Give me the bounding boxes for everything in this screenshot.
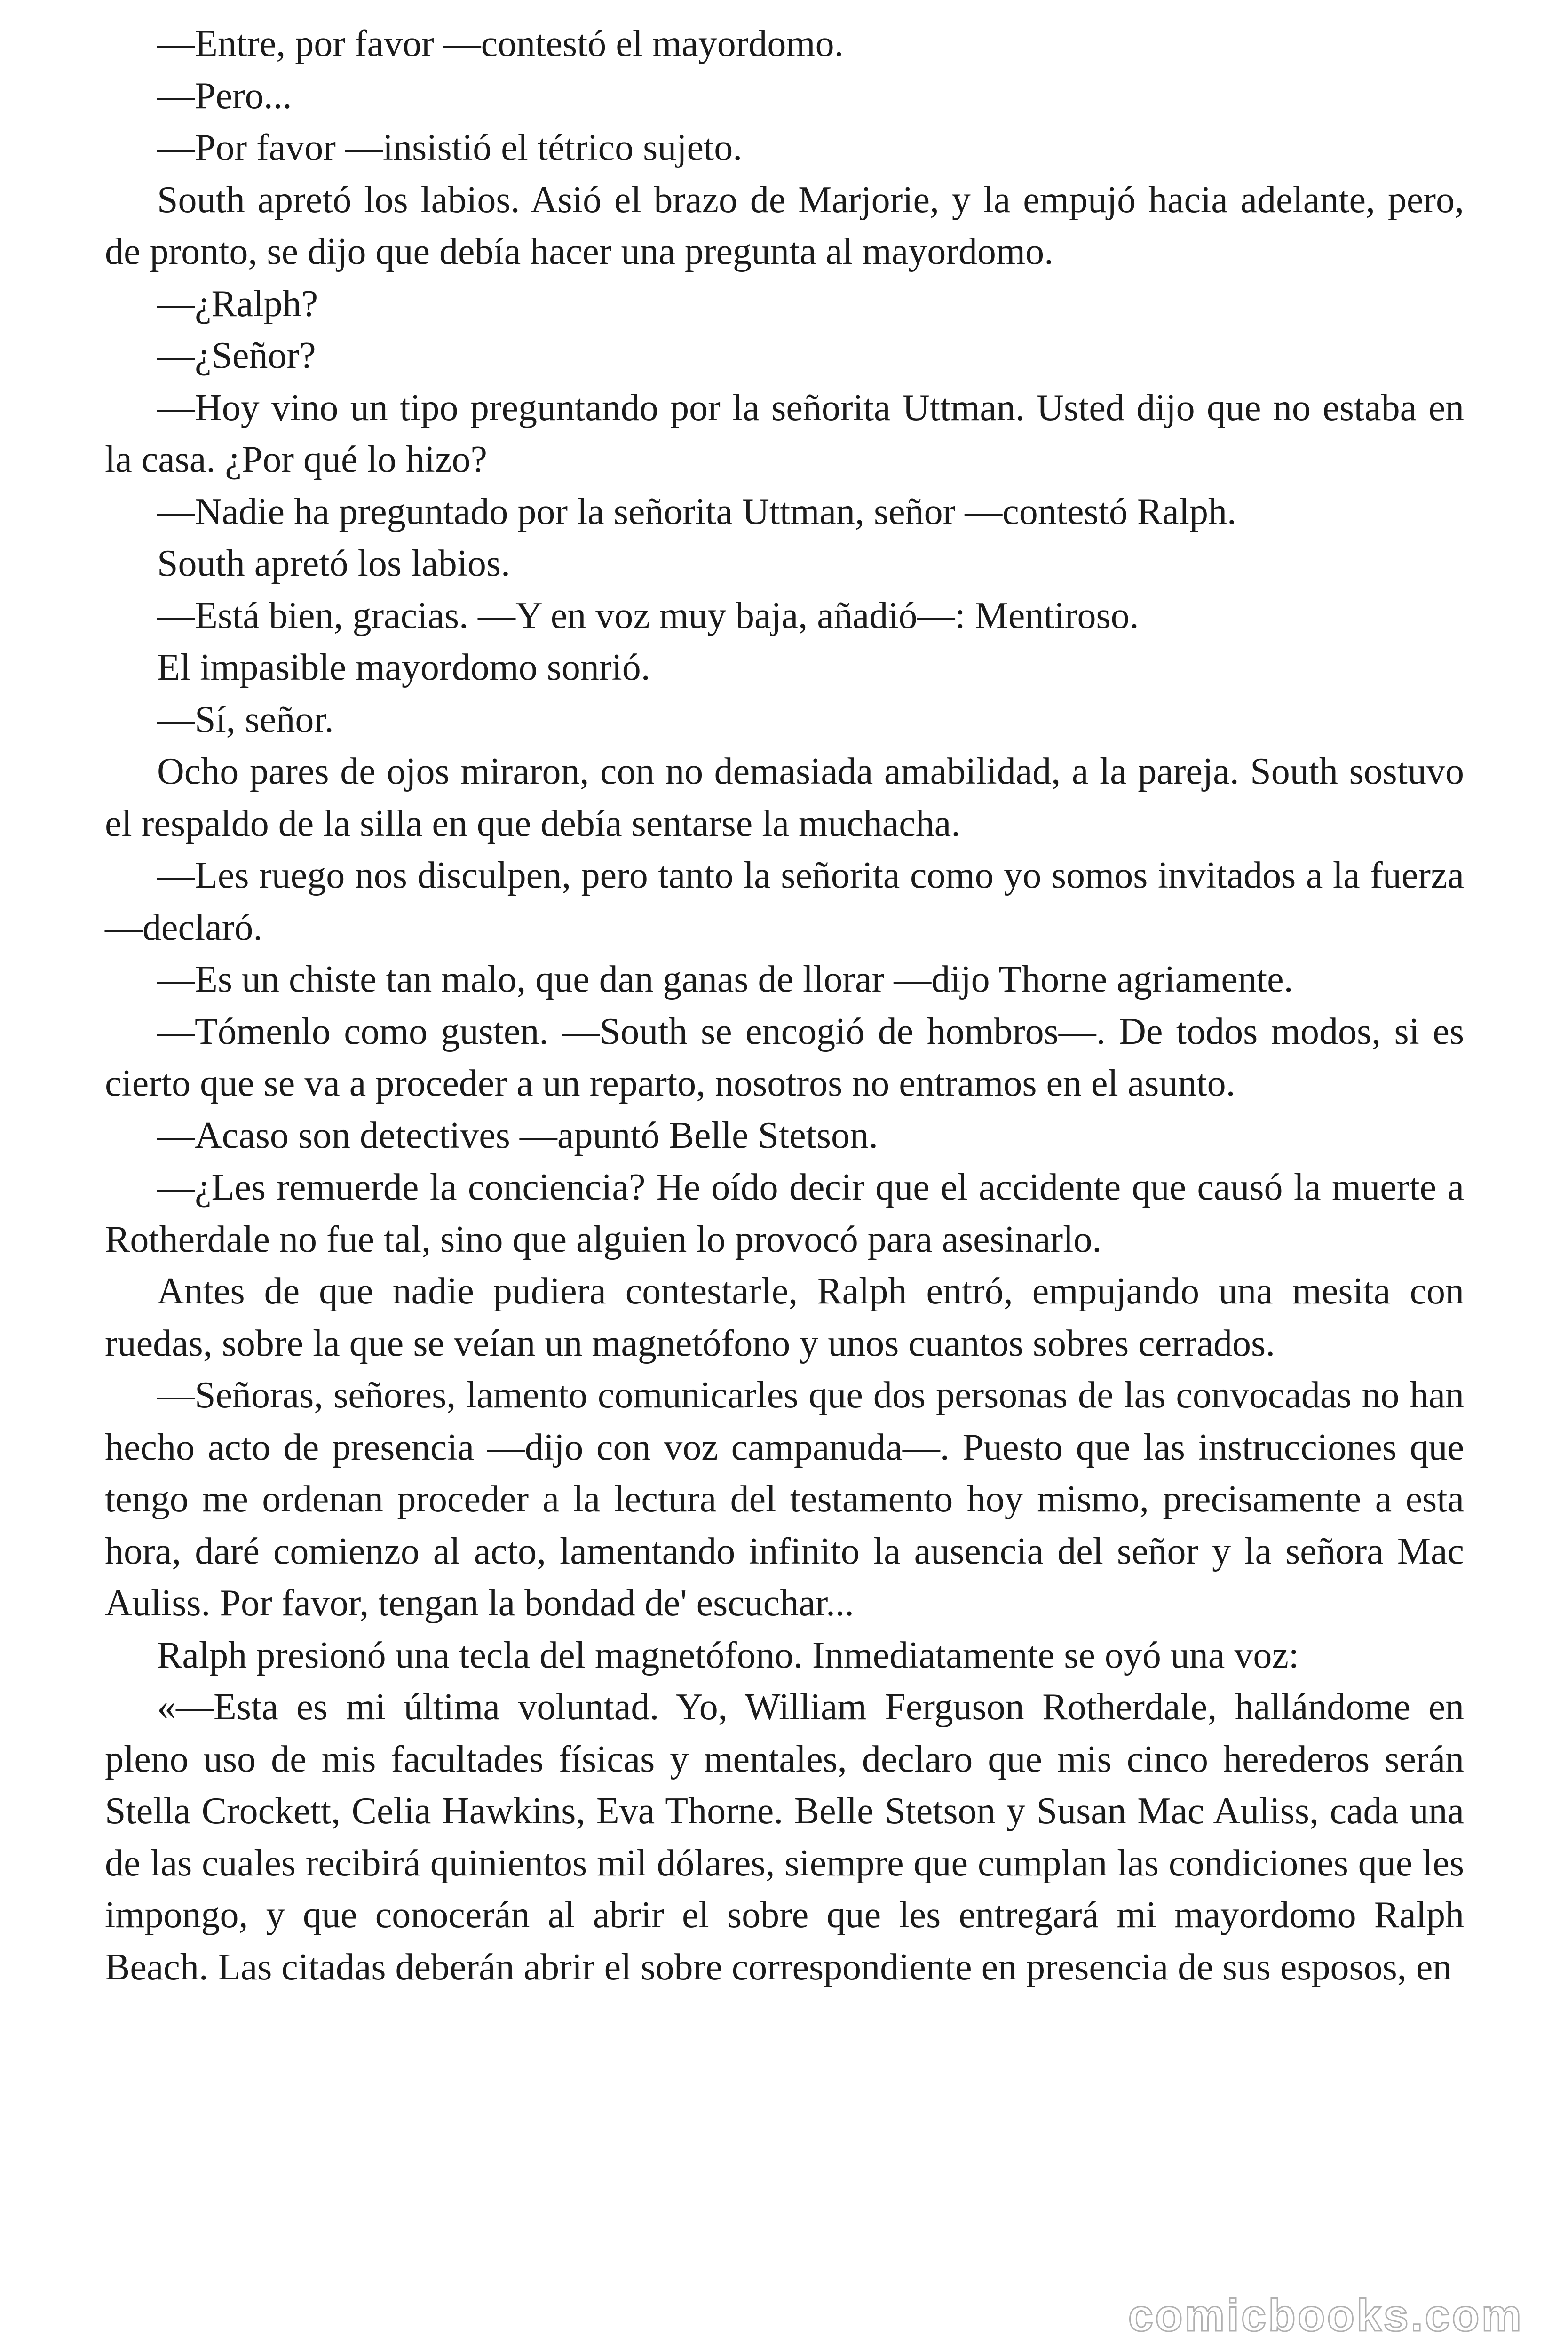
paragraph: —Sí, señor. [157,699,334,740]
paragraph: —Es un chiste tan malo, que dan ganas de llorar —dijo Thorne agriamente. [157,959,1293,1000]
paragraph: —Por favor —insistió el tétrico sujeto. [157,127,743,168]
paragraph: —Entre, por favor —contestó el mayordomo. [157,23,844,64]
paragraph: Antes de que nadie pudiera contestarle, Ralph entró, empujando una mesita con ruedas, sobre la que se veían un magnetófono y unos cuantos sobres cerrados. [105,1271,1464,1364]
paragraph: —Les ruego nos disculpen, pero tanto la señorita como yo somos invitados a la fuerza —declaró. [105,855,1464,948]
paragraph: —Está bien, gracias. —Y en voz muy baja, añadió—: Mentiroso. [157,595,1139,636]
paragraph: «—Esta es mi última voluntad. Yo, William Ferguson Rotherdale, hallándome en pleno uso de mis facultades físicas y mentales, declaro que mis cinco herederos serán Stella Crockett, Celia Hawkins, Eva Thorne. Belle Stetson y Susan Mac Auliss, cada una de las cuales recibirá quinientos mil dólares, siempre que cumplan las condiciones que les impongo, y que conocerán al abrir el sobre que les entregará mi mayordomo Ralph Beach. Las citadas deberán abrir el sobre correspondiente en presencia de sus esposos, en [105,1686,1464,1988]
paragraph: Ocho pares de ojos miraron, con no demasiada amabilidad, a la pareja. South sostuvo el respaldo de la silla en que debía sentarse la muchacha. [105,751,1464,844]
paragraph: South apretó los labios. [157,543,511,584]
paragraph: —Acaso son detectives —apuntó Belle Stetson. [157,1114,879,1156]
paragraph: —¿Ralph? [157,283,318,325]
watermark-logo: comicbooks.com [1128,2290,1523,2341]
paragraph: Ralph presionó una tecla del magnetófono. Inmediatamente se oyó una voz: [157,1634,1299,1676]
paragraph: —Hoy vino un tipo preguntando por la señorita Uttman. Usted dijo que no estaba en la casa. ¿Por qué lo hizo? [105,387,1464,480]
paragraph: —Pero... [157,75,292,117]
document-page [105,18,1464,1993]
paragraph: South apretó los labios. Asió el brazo de Marjorie, y la empujó hacia adelante, pero, de pronto, se dijo que debía hacer una pregunta al mayordomo. [105,179,1464,272]
paragraph: —Tómenlo como gusten. —South se encogió de hombros—. De todos modos, si es cierto que se va a proceder a un reparto, nosotros no entramos en el asunto. [105,1010,1464,1104]
paragraph: —Señoras, señores, lamento comunicarles que dos personas de las convocadas no han hecho acto de presencia —dijo con voz campanuda—. Puesto que las instrucciones que tengo me ordenan proceder a la lectura del testamento hoy mismo, precisamente a esta hora, daré comienzo al acto, lamentando infinito la ausencia del señor y la señora Mac Auliss. Por favor, tengan la bondad de' escuchar... [105,1375,1464,1624]
paragraph: —¿Señor? [157,335,316,376]
paragraph: —¿Les remuerde la conciencia? He oído decir que el accidente que causó la muerte a Rotherdale no fue tal, sino que alguien lo provocó para asesinarlo. [105,1167,1464,1260]
paragraph: El impasible mayordomo sonrió. [157,647,650,688]
paragraph: —Nadie ha preguntado por la señorita Uttman, señor —contestó Ralph. [157,491,1236,532]
